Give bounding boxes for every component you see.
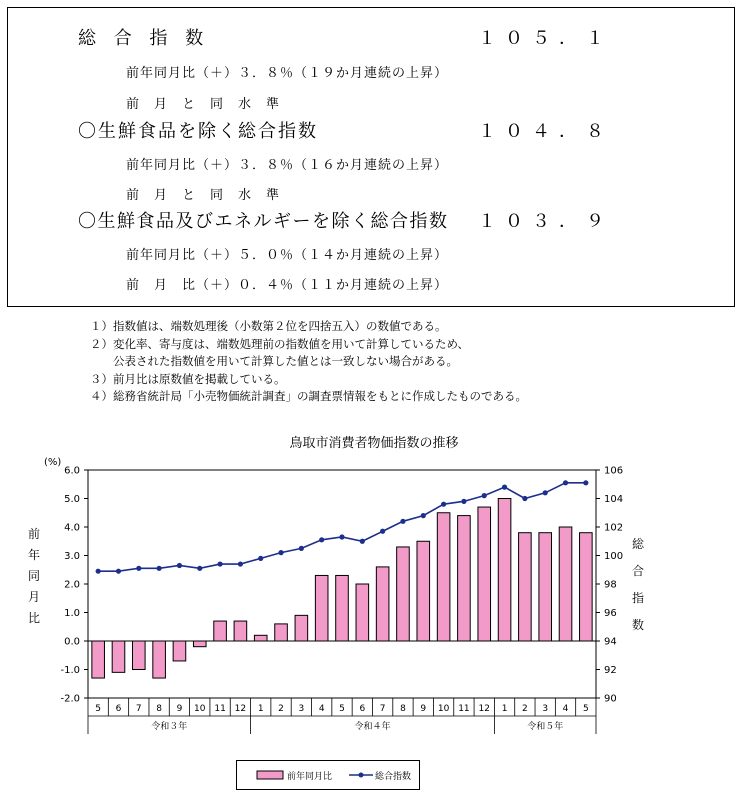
bar: [417, 541, 430, 641]
y-right-tick-label: 102: [604, 522, 624, 534]
y-right-tick-label: 94: [604, 636, 617, 648]
y-right-tick-label: 106: [604, 465, 624, 477]
index-value-total: １０５．１: [478, 28, 613, 49]
index-point: [339, 534, 344, 539]
index-point: [116, 569, 121, 574]
index-label-total: 総 合 指 数: [78, 28, 210, 49]
bar: [315, 575, 328, 641]
x-tick-label: 1: [257, 704, 264, 714]
legend-line-marker: [359, 773, 364, 778]
index-label-core: 〇生鮮食品を除く総合指数: [78, 121, 318, 142]
index-point: [96, 569, 101, 574]
bar: [376, 567, 389, 641]
x-tick-label: 1: [501, 704, 508, 714]
index-point: [482, 493, 487, 498]
y-left-label-char: 前: [27, 527, 41, 541]
y-right-label-char: 指: [631, 591, 645, 605]
y-right-tick-label: 90: [604, 693, 617, 705]
index-point: [360, 539, 365, 544]
year-group-label: 令和５年: [527, 722, 564, 732]
x-tick-label: 5: [582, 704, 589, 714]
y-left-label-char: 月: [27, 590, 41, 604]
y-left-unit: (%): [44, 457, 62, 468]
bar: [356, 584, 369, 641]
index-sub-core-mom: 前 月 と 同 水 準: [126, 188, 281, 203]
y-left-tick-label: 6.0: [64, 465, 80, 477]
index-point: [522, 496, 527, 501]
index-point: [217, 561, 222, 566]
x-tick-label: 6: [115, 704, 122, 714]
y-right-tick-label: 104: [604, 494, 624, 505]
note-1: １）指数値は、端数処理後（小数第２位を四捨五入）の数値である。: [90, 319, 447, 333]
bar: [193, 641, 206, 647]
index-point: [380, 529, 385, 534]
index-point: [319, 537, 324, 542]
x-tick-label: 3: [542, 704, 549, 714]
bar: [133, 641, 146, 670]
x-tick-label: 7: [379, 704, 386, 714]
y-left-label-char: 同: [27, 569, 41, 583]
y-right-tick-label: 98: [604, 579, 617, 591]
index-point: [177, 563, 182, 568]
note-2: ２）変化率、寄与度は、端数処理前の指数値を用いて計算しているため、: [90, 337, 470, 351]
bar: [519, 533, 532, 641]
y-right-label-char: 数: [631, 618, 645, 632]
x-tick-label: 4: [562, 704, 569, 714]
x-tick-label: 8: [156, 704, 162, 714]
index-sub-total-mom: 前 月 と 同 水 準: [126, 97, 281, 112]
y-left-tick-label: -1.0: [60, 665, 80, 676]
index-point: [441, 502, 446, 507]
bar: [336, 575, 349, 641]
note-4: ３）前月比は原数値を掲載している。: [90, 372, 286, 386]
index-label-core-core: 〇生鮮食品及びエネルギーを除く総合指数: [78, 211, 449, 232]
bar: [254, 635, 267, 641]
x-tick-label: 10: [194, 704, 206, 714]
index-point: [583, 480, 588, 485]
note-3: 公表された指数値を用いて計算した値とは一致しない場合がある。: [90, 354, 458, 368]
y-left-tick-label: 0.0: [64, 636, 80, 648]
x-tick-label: 12: [234, 704, 247, 714]
index-point: [278, 550, 283, 555]
x-tick-label: 10: [437, 704, 450, 714]
bar: [458, 516, 471, 641]
index-point: [197, 566, 202, 571]
index-point: [461, 499, 466, 504]
y-left-tick-label: -2.0: [60, 693, 80, 705]
x-tick-label: 9: [176, 704, 183, 714]
y-right-label-char: 総: [631, 537, 645, 551]
y-left-tick-label: 2.0: [64, 579, 80, 591]
y-left-label-char: 年: [27, 548, 41, 562]
index-sub-core-core-yoy: 前年同月比（＋）５．０％（１４か月連続の上昇）: [126, 248, 449, 263]
bar: [559, 527, 572, 641]
bar: [92, 641, 105, 678]
chart-title: 鳥取市消費者物価指数の推移: [289, 436, 459, 451]
index-point: [136, 566, 141, 571]
y-left-tick-label: 5.0: [64, 494, 80, 505]
bar: [214, 621, 227, 641]
x-tick-label: 7: [135, 704, 142, 714]
x-tick-label: 6: [359, 704, 366, 714]
x-tick-label: 4: [318, 704, 325, 714]
bar: [234, 621, 247, 641]
bar: [478, 507, 491, 641]
index-line: [98, 483, 586, 571]
x-tick-label: 11: [214, 704, 226, 714]
y-left-tick-label: 4.0: [64, 522, 80, 534]
index-value-core-core: １０３．９: [478, 211, 613, 232]
x-tick-label: 9: [420, 704, 427, 714]
index-point: [502, 485, 507, 490]
y-right-tick-label: 100: [604, 551, 624, 562]
x-tick-label: 11: [458, 704, 470, 714]
index-point: [400, 519, 405, 524]
legend-label-yoy: 前年同月比: [287, 772, 333, 782]
bar: [112, 641, 125, 672]
bar: [539, 533, 552, 641]
x-tick-label: 5: [339, 704, 345, 714]
index-point: [299, 546, 304, 551]
bar: [153, 641, 166, 678]
year-group-label: 令和４年: [354, 722, 391, 732]
index-point: [238, 561, 243, 566]
x-tick-label: 8: [400, 704, 406, 714]
x-tick-label: 2: [522, 704, 528, 714]
x-tick-label: 5: [95, 704, 102, 714]
legend-bar-swatch: [257, 771, 283, 779]
bar: [437, 513, 450, 641]
index-point: [157, 566, 162, 571]
bar: [498, 499, 511, 642]
index-point: [258, 556, 263, 561]
note-5: ４）総務省統計局「小売物価統計調査」の調査票情報をもとに作成したものである。: [90, 389, 527, 403]
y-right-label-char: 合: [631, 564, 645, 578]
bar: [397, 547, 410, 641]
index-value-core: １０４．８: [478, 121, 613, 142]
index-point: [563, 480, 568, 485]
year-group-label: 令和３年: [151, 722, 188, 732]
legend-label-index: 総合指数: [375, 772, 412, 782]
index-sub-core-core-mom: 前 月 比（＋）０．４％（１１か月連続の上昇）: [126, 278, 449, 293]
x-tick-label: 12: [478, 704, 490, 714]
x-tick-label: 2: [278, 704, 284, 714]
index-point: [421, 513, 426, 518]
y-right-tick-label: 96: [604, 608, 617, 619]
bar: [295, 615, 308, 641]
index-sub-total-yoy: 前年同月比（＋）３．８％（１９か月連続の上昇）: [126, 66, 449, 81]
index-point: [543, 490, 548, 495]
bar: [275, 624, 288, 641]
y-right-tick-label: 92: [604, 665, 617, 676]
bar: [173, 641, 186, 661]
chart-legend: [236, 760, 420, 790]
x-tick-label: 3: [298, 704, 305, 714]
y-left-tick-label: 3.0: [64, 551, 80, 562]
y-left-tick-label: 1.0: [64, 608, 80, 619]
y-left-label-char: 比: [27, 611, 41, 625]
bar: [580, 533, 593, 641]
index-sub-core-yoy: 前年同月比（＋）３．８％（１６か月連続の上昇）: [126, 158, 449, 173]
